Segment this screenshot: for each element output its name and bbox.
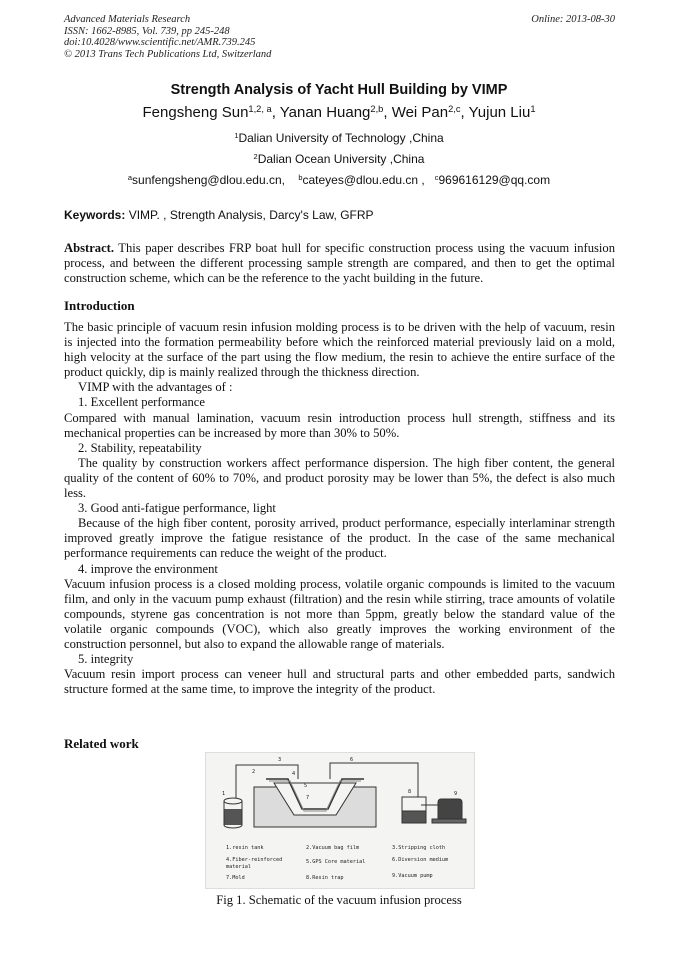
- section-heading-introduction: Introduction: [64, 298, 135, 313]
- paragraph: Vacuum resin import process can veneer hull and structural parts and other embedded parts, sandwich structure formed at the same time, to improve the integrity of the product.: [64, 667, 615, 697]
- author-sup: 2,c: [448, 103, 461, 114]
- author-sup: 1: [530, 103, 536, 114]
- legend-item: material: [226, 864, 251, 870]
- legend-item: 9.Vacuum pump: [392, 873, 433, 879]
- author-name: Yujun Liu: [468, 104, 531, 121]
- resin-tank-drawing: [224, 798, 242, 828]
- callout-label: 7: [306, 795, 310, 801]
- keywords: [64, 208, 374, 222]
- figure-legend: [226, 845, 448, 881]
- vacuum-pump-drawing: [432, 799, 466, 823]
- subheading: 4. improve the environment: [78, 561, 218, 576]
- subheading: 5. integrity: [78, 652, 134, 667]
- subheading: 1. Excellent performance: [78, 395, 205, 410]
- email-line: $^a$sunfengsheng@dlou.edu.cn, $^b$cateyes@dlou.edu.cn , $^c$969616129@qq.com: [127, 172, 551, 187]
- paragraph: Compared with manual lamination, vacuum resin introduction process hull strength, stiffness and its mechanical properties can be increased by more than 30% to 50%.: [64, 410, 615, 440]
- author-sup: 1,2, a: [248, 103, 272, 114]
- resin-trap-drawing: [402, 797, 426, 823]
- callout-label: 1: [222, 791, 226, 797]
- callout-label: 4: [292, 771, 296, 777]
- introduction-body: [64, 320, 615, 697]
- legend-item: 6.Diversion medium: [392, 857, 449, 863]
- figure-caption: Fig 1. Schematic of the vacuum infusion process: [216, 893, 462, 907]
- author-sup: 2,b: [370, 103, 384, 114]
- author-name: Wei Pan: [391, 104, 449, 121]
- doi-line: doi:10.4028/www.scientific.net/AMR.739.245: [64, 37, 256, 49]
- callout-label: 5: [304, 783, 308, 789]
- callout-label: 6: [350, 757, 354, 763]
- abstract-text: This paper describes FRP boat hull for specific construction process using the vacuum infusion process, and between the different processing sample strength are compared, and then to get the optimal construction scheme, which can be the reference to the yacht building in the future.: [64, 241, 615, 286]
- affiliation-1: $^1$Dalian University of Technology ,China: [234, 130, 444, 145]
- subheading: 3. Good anti-fatigue performance, light: [78, 501, 276, 516]
- journal-header: [64, 14, 615, 60]
- paragraph: Because of the high fiber content, porosity arrived, product performance, especially interlaminar strength improved greatly improve the fatigue resistance of the product. In the case of the same mechanical performance requirements can reduce the weight of the product.: [64, 516, 615, 561]
- schematic-diagram: [206, 753, 474, 888]
- author-list: Fengsheng Sun$^{1,2, a}$, Yanan Huang$^{2,b}$, Wei Pan$^{2,c}$, Yujun Liu$^1$: [142, 103, 536, 121]
- keywords-label: Keywords:: [64, 208, 126, 222]
- abstract-label: Abstract.: [64, 241, 115, 255]
- journal-name: Advanced Materials Research: [64, 14, 191, 25]
- abstract: [64, 241, 615, 286]
- email-c[interactable]: 969616129@qq.com: [438, 173, 551, 187]
- copyright-line: © 2013 Trans Tech Publications Ltd, Switzerland: [64, 48, 272, 60]
- email-a[interactable]: sunfengsheng@dlou.edu.cn,: [132, 173, 285, 187]
- online-date: Online: 2013-08-30: [531, 14, 615, 25]
- callout-label: 3: [278, 757, 282, 763]
- issn-line: ISSN: 1662-8985, Vol. 739, pp 245-248: [64, 25, 230, 37]
- callout-label: 2: [252, 769, 256, 775]
- legend-item: 1.resin tank: [226, 845, 264, 851]
- figure-vacuum-infusion: [205, 752, 475, 889]
- legend-item: 7.Mold: [226, 875, 245, 881]
- callout-label: 8: [408, 789, 412, 795]
- legend-item: 3.Stripping cloth: [392, 845, 446, 851]
- paragraph: VIMP with the advantages of :: [78, 380, 233, 395]
- paragraph: The quality by construction workers affect performance dispersion. The high fiber content, the general quality of the content of 60% to 70%, and product porosity may be lower than 5%, the defect is also much less.: [64, 455, 615, 501]
- legend-item: 8.Resin trap: [306, 875, 344, 881]
- paper-title: Strength Analysis of Yacht Hull Building by VIMP: [170, 82, 508, 98]
- legend-item: 5.GPS Core material: [306, 859, 366, 865]
- subheading: 2. Stability, repeatability: [78, 440, 202, 455]
- affiliation-2: $^2$Dalian Ocean University ,China: [253, 151, 425, 166]
- section-heading-related-work: Related work: [64, 736, 139, 751]
- paragraph: The basic principle of vacuum resin infusion molding process is to be driven with the help of vacuum, resin is injected into the formation permeability before which the reinforced material previously laid on a mold, high velocity at the surface of the part using the flow medium, the resin to achieve the entire surface of the product quickly, dip is mainly realized through the thickness direction.: [64, 320, 615, 380]
- keywords-text: VIMP. , Strength Analysis, Darcy's Law, GFRP: [128, 208, 374, 222]
- legend-item: 4.Fiber-reinforced: [226, 857, 283, 863]
- author-name: Fengsheng Sun: [142, 104, 249, 121]
- paragraph: Vacuum infusion process is a closed molding process, volatile organic compounds is limited to the vacuum film, and only in the vacuum pump exhaust (filtration) and the resin while stirring, trace amounts of volatile compounds, styrene gas concentration is not more than 5ppm, greatly below the standard value of the volatile organic compounds (VOC), which also greatly improves the working environment of the construction personnel, but also to expand the allowable range of materials.: [64, 576, 615, 651]
- author-name: Yanan Huang: [279, 104, 371, 121]
- mold-drawing: [254, 779, 376, 827]
- email-b[interactable]: cateyes@dlou.edu.cn ,: [302, 173, 425, 187]
- callout-label: 9: [454, 791, 458, 797]
- legend-item: 2.Vacuum bag film: [306, 845, 360, 851]
